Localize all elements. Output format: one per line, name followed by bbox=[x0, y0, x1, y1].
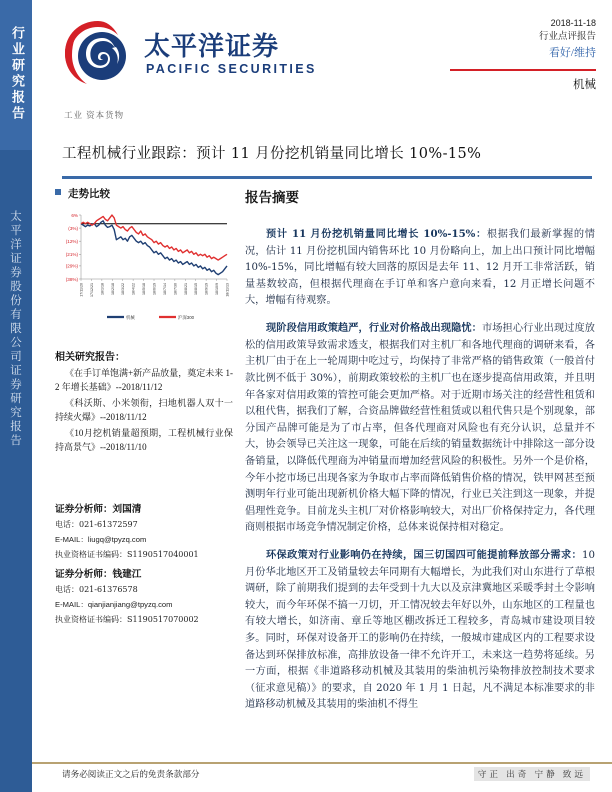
svg-text:沪深300: 沪深300 bbox=[178, 315, 195, 320]
svg-text:(12%): (12%) bbox=[65, 238, 78, 244]
svg-text:(21%): (21%) bbox=[65, 252, 78, 258]
analyst-certificate: 执业资格证书编码：S1190517070002 bbox=[55, 615, 199, 624]
analyst-email[interactable]: E-MAIL：qianjianjiang@tpyzq.com bbox=[55, 600, 173, 609]
paragraph-body: 根据我们最新掌握的情况，估计 11 月份挖机国内销售环比 10 月份略向上，加上出口预计同比增幅 10%-15%，同比增幅有较大回落的原因是去年 11、12 月开工非常活跃，销量基数较高，但根据代理商在手订单和客户意向来看，12 月正增长问题不大，增幅有待观察。 bbox=[245, 229, 595, 307]
svg-text:(29%): (29%) bbox=[65, 263, 78, 269]
analyst-phone: 电话：021-61376578 bbox=[55, 585, 138, 594]
chart-section-heading bbox=[55, 186, 235, 201]
summary-paragraph bbox=[245, 547, 595, 714]
summary-paragraph bbox=[245, 320, 595, 537]
footer-divider bbox=[32, 762, 612, 764]
sidebar-report-category-label: 行业研究报告 bbox=[9, 26, 24, 122]
analyst-phone: 电话：021-61372597 bbox=[55, 520, 138, 529]
pacific-securities-logo-icon bbox=[62, 18, 134, 88]
svg-text:(3%): (3%) bbox=[68, 225, 78, 231]
svg-text:18/6/19: 18/6/19 bbox=[152, 283, 157, 295]
svg-text:18/7/30: 18/7/30 bbox=[173, 283, 178, 295]
svg-text:6%: 6% bbox=[71, 212, 78, 218]
svg-text:18/8/21: 18/8/21 bbox=[183, 283, 188, 295]
page-title: 工程机械行业跟踪：预计 11 月份挖机销量同比增长 10%-15% bbox=[62, 146, 482, 162]
summary-heading: 报告摘要 bbox=[245, 190, 299, 206]
trend-comparison-chart bbox=[55, 205, 231, 323]
header-meta-block bbox=[346, 16, 596, 61]
paragraph-body: 10 月份华北地区开工及销量较去年同期有大幅增长，为此我们对山东进行了草根调研，除了前期我们提到的去年受到十九大以及京津冀地区采暖季封土令影响较大，而今年环保不搞一刀切，开工情况较去年好以外，山东地区的工程量也有较大增长，如济南、章丘等地区棚改拆迁工程较多，青岛城市建设项目较多。同时，环保对设备开工的影响仍在持续，一般城市建成区内的工程要求设备达到环保排放标准，高排放设备一律不允许开工，未来这一趋势将延续。另一方面，根据《非道路移动机械及其装用的柴油机污染物排放控制技术要求（征求意见稿）》的要求，自 2020 年 1 月 1 日起，凡不满足本标准要求的非道路移动机械及其装用的柴油机不得生 bbox=[245, 550, 595, 711]
related-research-item[interactable]: 《科沃斯、小米领衔，扫地机器人双十一持续火爆》--2018/11/12 bbox=[55, 398, 233, 422]
analyst-email[interactable]: E-MAIL：liugq@tpyzq.com bbox=[55, 535, 147, 544]
sector-tags: 工业 资本货物 bbox=[64, 110, 125, 120]
left-sidebar bbox=[0, 0, 32, 792]
chart-section-heading-label: 走势比较 bbox=[68, 188, 110, 200]
paragraph-lead: 现阶段信用政策趋严，行业对价格战出现隐忧： bbox=[266, 322, 482, 335]
analyst-contact-block bbox=[55, 497, 233, 627]
svg-text:18/7/14: 18/7/14 bbox=[162, 283, 167, 295]
svg-text:18/11/13: 18/11/13 bbox=[225, 283, 230, 297]
analyst-name: 证券分析师：钱建江 bbox=[55, 569, 142, 580]
related-research-block bbox=[55, 348, 233, 456]
report-date: 2018-11-18 bbox=[550, 18, 596, 28]
related-research-item[interactable]: 《10月挖机销量超预期，工程机械行业保持高景气》--2018/11/10 bbox=[55, 428, 233, 452]
svg-text:18/4/22: 18/4/22 bbox=[131, 283, 136, 295]
svg-text:18/5/18: 18/5/18 bbox=[142, 283, 147, 295]
company-name-en: PACIFIC SECURITIES bbox=[146, 62, 317, 76]
left-column bbox=[55, 186, 235, 323]
company-name-cn: 太平洋证券 bbox=[144, 32, 280, 62]
svg-text:18/8/15: 18/8/15 bbox=[194, 283, 199, 295]
footer-disclaimer: 请务必阅读正文之后的免责条款部分 bbox=[62, 769, 200, 779]
footer-slogan: 守正 出奇 宁静 致远 bbox=[474, 767, 590, 781]
svg-text:17/12/21: 17/12/21 bbox=[89, 283, 94, 297]
svg-text:(38%): (38%) bbox=[65, 276, 78, 282]
title-divider bbox=[62, 176, 592, 179]
svg-text:机械: 机械 bbox=[126, 315, 135, 320]
analyst-name: 证券分析师：刘国清 bbox=[55, 504, 142, 515]
svg-text:18/9/19: 18/9/19 bbox=[204, 283, 209, 295]
paragraph-lead: 预计 11 月份挖机销量同比增长 10%-15%： bbox=[266, 228, 487, 240]
report-type: 行业点评报告 bbox=[538, 32, 596, 42]
right-column bbox=[245, 186, 595, 715]
paragraph-lead: 环保政策对行业影响仍在持续，国三切国四可能提前释放部分需求： bbox=[266, 549, 583, 562]
bullet-square-icon bbox=[55, 189, 61, 195]
svg-text:18/1/18: 18/1/18 bbox=[100, 283, 105, 295]
related-research-heading: 相关研究报告： bbox=[55, 352, 125, 363]
svg-text:18/2/18: 18/2/18 bbox=[110, 283, 115, 295]
analyst-certificate: 执业资格证书编码：S1190517040001 bbox=[55, 550, 199, 559]
page-header bbox=[32, 0, 612, 128]
rating-badge: 看好/维持 bbox=[548, 47, 596, 59]
related-research-item[interactable]: 《在手订单饱满+新产品放量，奠定未来 1-2 年增长基础》--2018/11/12 bbox=[55, 368, 233, 392]
paragraph-body: 市场担心行业出现过度放松的信用政策导致需求透支，根据我们对主机厂和各地代理商的调研来看，各主机厂由于在上一轮周期中吃过亏，均保持了非常严格的销售政策（一般首付款比例不低于 30%），前期政策较松的主机厂也在逐步提高信用政策，并且明年各家对信用政策的管控可能会更加严格。对于近期市场关注的经营性租赁和以租代售，据我们了解，合资品牌做经营性租赁或以租代售只是个别现象，部分国产品牌可能是为了市占率，但各代理商对风险也有充分认识，总量并不大，协会领导已关注这一现象，可能在后续的销量数据统计中排除这一部分设备销量，以降低代理商为冲销量而增加经营风险的积极性。另外一个是价格，今年小挖市场已出现各家为争取市占率而降低销售价格的情况，铁甲网甚至预测明年行业可能出现新机价格大幅下降的情况，行业已关注到这一现象，并提倡理性竞争。目前龙头主机厂对价格影响较大，对出厂价格保持定力，各代理商则根据市场竞争情况制定价格，总体来说保持相对稳定。 bbox=[245, 323, 595, 534]
svg-text:18/3/22: 18/3/22 bbox=[121, 283, 126, 295]
company-logo bbox=[62, 18, 322, 94]
industry-name: 机械 bbox=[573, 79, 596, 91]
sidebar-company-label: 太平洋证券股份有限公司证券研究报告 bbox=[9, 210, 23, 448]
svg-text:17/11/20: 17/11/20 bbox=[79, 283, 84, 297]
summary-paragraph bbox=[245, 226, 595, 310]
header-red-rule bbox=[450, 69, 596, 71]
svg-text:18/10/9: 18/10/9 bbox=[215, 283, 220, 295]
